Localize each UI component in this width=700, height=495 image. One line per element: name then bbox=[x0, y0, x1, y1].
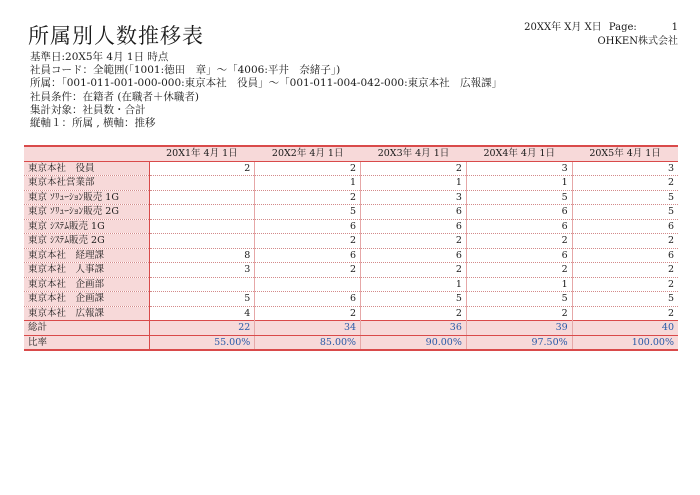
table-cell: 6 bbox=[255, 219, 361, 234]
row-label: 東京本社 役員 bbox=[24, 161, 149, 176]
report-date: 20XX年 X月 X日 bbox=[524, 22, 602, 33]
row-label: 東京本社 広報課 bbox=[24, 306, 149, 321]
table-cell: 2 bbox=[361, 306, 467, 321]
table-cell: 6 bbox=[361, 248, 467, 263]
company-name: OHKEN株式会社 bbox=[597, 36, 678, 47]
condition-axes: 縦軸１：所属 , 横軸：推移 bbox=[30, 117, 156, 130]
table-cell: 2 bbox=[572, 277, 678, 292]
condition-aggregation: 集計対象：社員数・合計 bbox=[30, 103, 146, 116]
table-cell: 3 bbox=[149, 263, 255, 278]
table-cell: 5 bbox=[466, 190, 572, 205]
total-cell: 40 bbox=[572, 321, 678, 336]
table-cell: 2 bbox=[255, 263, 361, 278]
total-cell: 39 bbox=[466, 321, 572, 336]
table-cell bbox=[255, 277, 361, 292]
table-cell: 1 bbox=[466, 176, 572, 191]
page-number: 1 bbox=[671, 22, 678, 33]
table-cell: 6 bbox=[466, 219, 572, 234]
page-label: Page: bbox=[608, 22, 637, 33]
table-row bbox=[24, 306, 678, 321]
table-cell: 5 bbox=[255, 205, 361, 220]
table-row bbox=[24, 219, 678, 234]
table-cell: 2 bbox=[255, 190, 361, 205]
column-header: 20X2年 4月 1日 bbox=[255, 146, 361, 161]
table-cell: 6 bbox=[572, 219, 678, 234]
table-cell: 3 bbox=[466, 161, 572, 176]
table-cell: 6 bbox=[361, 219, 467, 234]
column-header: 20X5年 4月 1日 bbox=[572, 146, 678, 161]
table-cell: 2 bbox=[361, 234, 467, 249]
row-label: 東京 ｼｽﾃﾑ販売 1G bbox=[24, 219, 149, 234]
table-cell bbox=[149, 190, 255, 205]
row-label: 東京本社 企画部 bbox=[24, 277, 149, 292]
table-cell: 2 bbox=[255, 306, 361, 321]
headcount-table bbox=[24, 145, 678, 351]
table-cell: 1 bbox=[361, 176, 467, 191]
row-label: 東京本社営業部 bbox=[24, 176, 149, 191]
table-cell: 3 bbox=[572, 161, 678, 176]
table-cell bbox=[149, 234, 255, 249]
total-cell: 22 bbox=[149, 321, 255, 336]
condition-department: 所属：「001-011-001-000-000:東京本社 役員」〜「001-011-004-042-000:東京本社 広報課」 bbox=[30, 77, 503, 90]
header-row bbox=[24, 146, 678, 161]
column-header: 20X4年 4月 1日 bbox=[466, 146, 572, 161]
table-cell: 2 bbox=[572, 306, 678, 321]
ratio-cell: 90.00% bbox=[361, 335, 467, 350]
table-row bbox=[24, 248, 678, 263]
table-cell: 3 bbox=[361, 190, 467, 205]
column-header: 20X1年 4月 1日 bbox=[149, 146, 255, 161]
ratio-cell: 97.50% bbox=[466, 335, 572, 350]
table-cell: 1 bbox=[361, 277, 467, 292]
table-cell bbox=[149, 205, 255, 220]
ratio-cell: 100.00% bbox=[572, 335, 678, 350]
table-row bbox=[24, 277, 678, 292]
condition-employee-status: 社員条件：在籍者 (在職者＋休職者) bbox=[30, 90, 200, 103]
condition-base-date: 基準日:20X5年 4月 1日 時点 bbox=[30, 51, 169, 63]
table-cell: 2 bbox=[361, 263, 467, 278]
total-row bbox=[24, 321, 678, 336]
row-label: 東京本社 企画課 bbox=[24, 292, 149, 307]
table-row bbox=[24, 292, 678, 307]
table-row bbox=[24, 190, 678, 205]
row-label: 東京 ｿﾘｭｰｼｮﾝ販売 1G bbox=[24, 190, 149, 205]
ratio-cell: 85.00% bbox=[255, 335, 361, 350]
header-corner bbox=[24, 146, 149, 161]
table-cell: 2 bbox=[572, 176, 678, 191]
table-row bbox=[24, 234, 678, 249]
report-conditions bbox=[30, 51, 502, 130]
table-row bbox=[24, 176, 678, 191]
column-header: 20X3年 4月 1日 bbox=[361, 146, 467, 161]
table-cell: 1 bbox=[255, 176, 361, 191]
table-cell: 6 bbox=[572, 248, 678, 263]
table-row bbox=[24, 205, 678, 220]
table-cell: 5 bbox=[572, 190, 678, 205]
table-cell: 5 bbox=[572, 292, 678, 307]
table-cell: 2 bbox=[466, 306, 572, 321]
table-cell: 6 bbox=[255, 292, 361, 307]
table-cell: 2 bbox=[466, 263, 572, 278]
table-cell: 2 bbox=[572, 234, 678, 249]
table-cell: 2 bbox=[361, 161, 467, 176]
table-cell: 8 bbox=[149, 248, 255, 263]
table-cell: 2 bbox=[255, 234, 361, 249]
row-label: 東京 ｼｽﾃﾑ販売 2G bbox=[24, 234, 149, 249]
table-cell: 5 bbox=[361, 292, 467, 307]
total-cell: 36 bbox=[361, 321, 467, 336]
table-row bbox=[24, 263, 678, 278]
report-title: 所属別人数推移表 bbox=[28, 24, 204, 48]
table-cell bbox=[149, 176, 255, 191]
row-label: 東京 ｿﾘｭｰｼｮﾝ販売 2G bbox=[24, 205, 149, 220]
total-label: 総計 bbox=[24, 321, 149, 336]
report-meta bbox=[520, 21, 678, 49]
row-label: 東京本社 経理課 bbox=[24, 248, 149, 263]
table-cell: 6 bbox=[466, 248, 572, 263]
table-cell: 2 bbox=[572, 263, 678, 278]
total-cell: 34 bbox=[255, 321, 361, 336]
table-cell: 2 bbox=[149, 161, 255, 176]
table-cell: 5 bbox=[572, 205, 678, 220]
table-cell: 2 bbox=[255, 161, 361, 176]
table-row bbox=[24, 161, 678, 176]
table-cell bbox=[149, 219, 255, 234]
table-body bbox=[24, 161, 678, 321]
table-cell: 2 bbox=[466, 234, 572, 249]
ratio-row bbox=[24, 335, 678, 350]
table-cell: 6 bbox=[255, 248, 361, 263]
table-cell: 4 bbox=[149, 306, 255, 321]
table-cell bbox=[149, 277, 255, 292]
table-cell: 1 bbox=[466, 277, 572, 292]
table-cell: 6 bbox=[466, 205, 572, 220]
table-cell: 5 bbox=[466, 292, 572, 307]
table-cell: 5 bbox=[149, 292, 255, 307]
ratio-cell: 55.00% bbox=[149, 335, 255, 350]
condition-employee-code: 社員コード：全範囲(「1001:徳田 章」〜「4006:平井 奈緒子」) bbox=[30, 64, 341, 77]
ratio-label: 比率 bbox=[24, 335, 149, 350]
row-label: 東京本社 人事課 bbox=[24, 263, 149, 278]
table-cell: 6 bbox=[361, 205, 467, 220]
